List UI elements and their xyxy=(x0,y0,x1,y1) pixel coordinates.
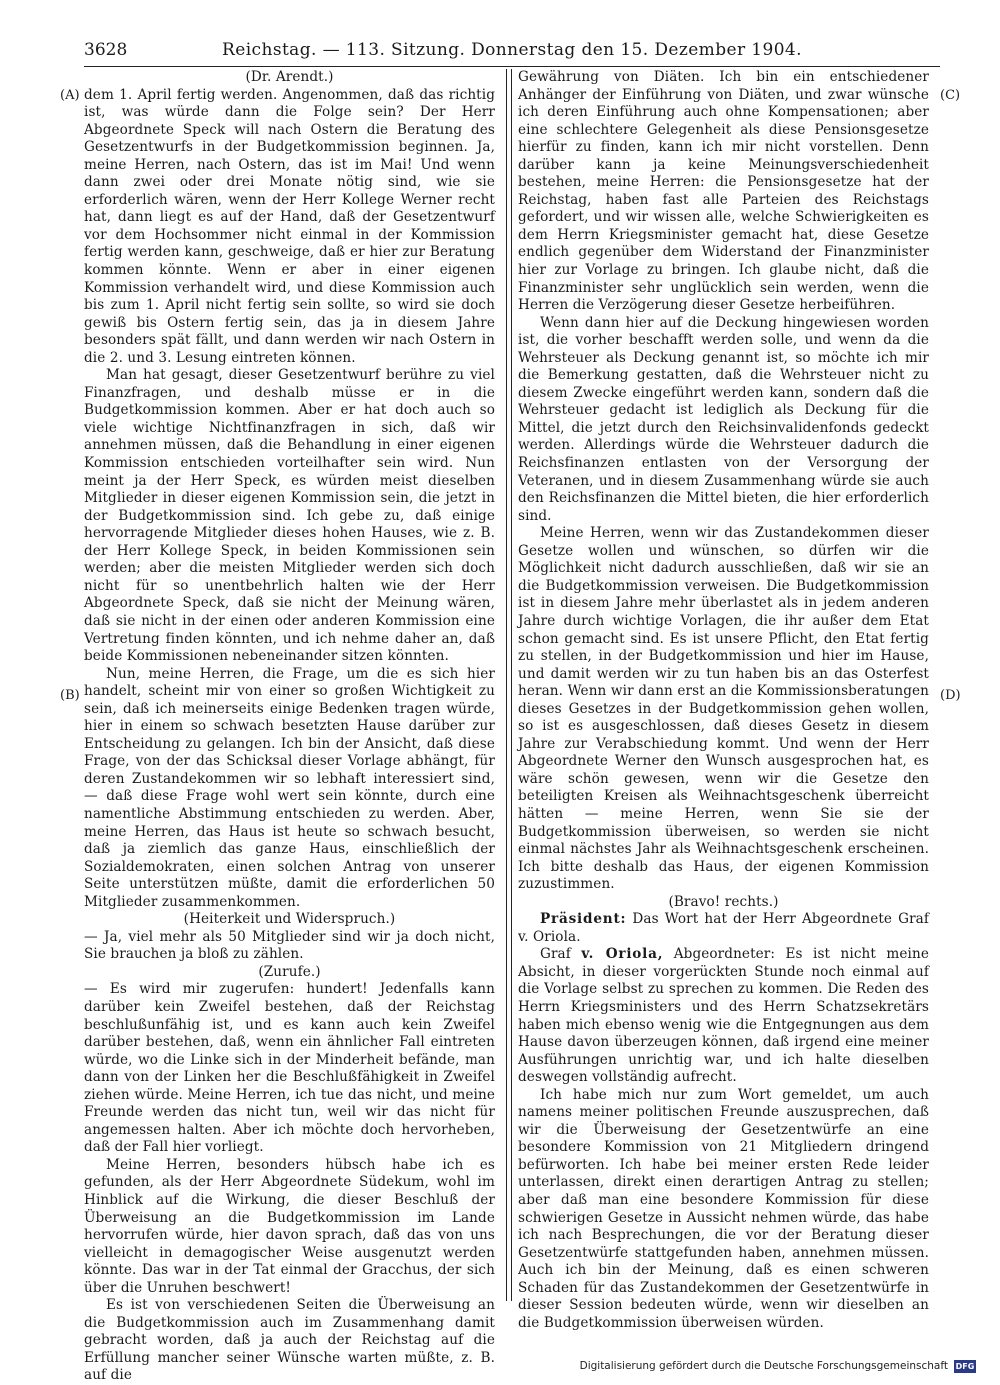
speaker-prefix: Graf xyxy=(540,946,582,963)
margin-marker-d: (D) xyxy=(940,688,961,703)
paragraph xyxy=(518,69,929,315)
paragraph-text: Abgeordneter: Es ist nicht meine Absicht, in dieser vorgerückten Stunde noch einmal auf die Vorlage selbst zu sprechen zu kommen. Die Reden des Herrn Kriegsministers und des Herrn Schatzsekretärs haben mich ebenso wenig wie die Entgegnungen aus dem Hause davon überzeugen können, daß irgend eine meiner Ausführungen unrichtig war, und ich halte dieselben deswegen vollständig aufrecht. xyxy=(518,946,929,1086)
left-column xyxy=(84,69,495,1385)
paragraph xyxy=(84,1297,495,1385)
page-header xyxy=(84,40,940,64)
page-number: 3628 xyxy=(84,40,128,60)
paragraph-text: dem 1. April fertig werden. Angenommen, daß das richtig ist, was würde dann die Folge sein? Der Herr Abgeordnete Speck will nach Ostern die Beratung des Gesetzentwurfs in der Budgetkommission beginnen. Ja, meine Herren, nach Ostern, das ist im Mai! Und wenn dann zwei oder drei Monate nötig sind, wie sie erforderlich wären, wenn der Herr Kollege Werner recht hat, dann liegt es auf der Hand, daß der Gesetzentwurf vor dem Hochsommer nicht einmal in der Kommission fertig werden kann, geschweige, daß er hier zur Beratung kommen könnte. Wenn er aber in einer eigenen Kommission verhandelt wird, und diese Kommission auch bis zum 1. April nicht fertig sein sollte, so wird sie doch gewiß bis Ostern fertig sein, das ja in diesem Jahre besonders spät fällt, und dann werden wir nach Ostern in die 2. und 3. Lesung eintreten können. xyxy=(84,86,495,366)
dfg-logo-icon: DFG xyxy=(955,1361,975,1371)
paragraph xyxy=(518,1087,929,1333)
paragraph-text: Gewährung von Diäten. Ich bin ein entschiedener Anhänger der Einführung von Diäten, und zwar wünsche ich deren Einführung auch ohne Kompensationen; aber eine schlechtere Gelegenheit als diese Pensionsgesetze hierfür zu finden, kann ich mir nicht vorstellen. Denn darüber kann ja keine Meinungsverschiedenheit bestehen, meine Herren: die Pensionsgesetze hat der Reichstag, haben fast alle Parteien des Reichstags gefordert, und wir wissen alle, welche Schwierigkeiten es dem Herrn Kriegsminister gemacht hat, diese Gesetze endlich gegenüber dem Widerstand der Finanzminister hier zur Vorlage zu bringen. Ich glaube nicht, daß die Finanzminister sehr unglücklich sein werden, wenn die Herren die Verzögerung dieser Gesetze herbeiführen. xyxy=(518,69,929,314)
paragraph-text: Man hat gesagt, dieser Gesetzentwurf berühre zu viel Finanzfragen, und deshalb müsse er in die Budgetkommission kommen. Aber er hat doch auch so viele wichtige Nichtfinanzfragen in sich, daß wir annehmen müssen, daß die Behandlung in einer eigenen Kommission entschieden vorteilhafter sein wird. Nun meint ja der Herr Speck, es würden meist dieselben Mitglieder in dieser eigenen Kommission sein, die jetzt in der Budgetkommission sind. Ich gebe zu, daß einige hervorragende Mitglieder dieses hohen Hauses, wie z. B. der Herr Kollege Speck, in beiden Kommissionen sein werden; aber die meisten Mitglieder werden sich doch nicht für so unentbehrlich halten wie der Herr Abgeordnete Speck, daß sie nicht der Meinung wären, daß sie nicht in der einen oder anderen Kommission eine Vertretung finden könnten, und ich nehme daher an, daß beide Kommissionen nebeneinander sitzen könnten. xyxy=(84,367,495,665)
paragraph xyxy=(84,929,495,964)
paragraph xyxy=(84,367,495,665)
paragraph-text: Meine Herren, wenn wir das Zustandekommen dieser Gesetze wollen und wünschen, so dürfen wir die Möglichkeit nicht dadurch ausschließen, daß wir sie an die Budgetkommission verweisen. Die Budgetkommission ist in diesem Jahre mehr überlastet als in jedem anderen Jahre durch wichtige Vorlagen, die ihr außer dem Etat schon gemacht sind. Es ist unsere Pflicht, den Etat fertig zu stellen, in der Budgetkommission und hier im Hause, und damit werden wir zu tun haben bis an das Osterfest heran. Wenn wir dann erst an die Kommissionsberatungen dieses Gesetzes in der Budgetkommission gehen wollen, so ist es ausgeschlossen, daß dieses Gesetz in diesem Jahre zur Verabschiedung kommt. Und wenn der Herr Abgeordnete Werner den Wunsch ausgesprochen hat, es wäre schön gewesen, wenn wir die Gesetze den beteiligten Kreisen als Weihnachtsgeschenk überreicht hätten — meine Herren, wenn Sie sie der Budgetkommission überweisen, so werden sie nicht einmal nächstes Jahr als Weihnachtsgeschenk erscheinen. Ich bitte deshalb das Haus, der eigenen Kommission zuzustimmen. xyxy=(518,525,929,893)
margin-marker-a: (A) xyxy=(60,88,80,103)
margin-marker-c: (C) xyxy=(940,88,961,103)
margin-marker-b: (B) xyxy=(60,688,80,703)
speaker-name: v. Oriola, xyxy=(581,946,664,963)
speaker-name: Präsident: xyxy=(540,911,627,928)
paragraph-text: — Es wird mir zugerufen: hundert! Jedenfalls kann darüber kein Zweifel bestehen, daß der Reichstag beschlußunfähig ist, und es kann auch kein Zweifel darüber bestehen, daß, wenn ein ähnlicher Fall eintreten würde, wo die Linke sich in der Minderheit befände, man dann von der Linken her die Beschlußfähigkeit in Zweifel ziehen würde. Meine Herren, ich tue das nicht, und meine Freunde werden das nicht tun, weil wir das nicht für angemessen halten. Aber ich möchte doch hervorheben, daß der Fall hier vorliegt. xyxy=(84,981,495,1156)
paragraph-text: Meine Herren, besonders hübsch habe ich es gefunden, als der Herr Abgeordnete Südekum, wohl im Hinblick auf die Wirkung, die dieser Beschluß der Überweisung an die Budgetkommission im Lande hervorrufen würde, hier davon sprach, daß das von uns vielleicht in demagogischer Weise ausgenutzt werden könnte. Das war in der Tat einmal der Gracchus, der sich über die Unruhen beschwert! xyxy=(84,1156,495,1296)
paragraph xyxy=(84,666,495,912)
paragraph xyxy=(84,911,495,929)
column-divider xyxy=(506,69,512,1301)
paragraph xyxy=(518,894,929,912)
paragraph xyxy=(518,315,929,526)
paragraph xyxy=(84,964,495,982)
paragraph xyxy=(518,525,929,893)
paragraph-text: (Zurufe.) xyxy=(258,963,321,980)
paragraph xyxy=(84,981,495,1156)
paragraph-text: (Bravo! rechts.) xyxy=(668,893,779,910)
paragraph-text: — Ja, viel mehr als 50 Mitglieder sind wir ja doch nicht, Sie brauchen ja bloß zu zählen. xyxy=(84,928,495,963)
paragraph-text: Nun, meine Herren, die Frage, um die es sich hier handelt, scheint mir von einer so großen Wichtigkeit zu sein, daß ich meinerseits einige Bedenken tragen würde, hier in einem so schwach besetzten Hause darüber zur Entscheidung zu gelangen. Ich bin der Ansicht, daß diese Frage, von der das Schicksal dieser Vorlage abhängt, für deren Zustandekommen wir so lebhaft interessiert sind, — daß diese Frage wohl wert sein könnte, durch eine namentliche Abstimmung entschieden zu werden. Aber, meine Herren, das Haus ist heute so schwach besucht, daß ja ziemlich das ganze Haus, einschließlich der Sozialdemokraten, einen solchen Antrag von unserer Seite unterstützen müßte, damit die erforderlichen 50 Mitglieder zusammenkommen. xyxy=(84,665,495,910)
paragraph-text: (Heiterkeit und Widerspruch.) xyxy=(183,911,396,928)
paragraph-text: Das Wort hat der Herr Abgeordnete Graf v. Oriola. xyxy=(518,911,930,945)
footer xyxy=(580,1357,976,1375)
paragraph-text: Es ist von verschiedenen Seiten die Überweisung an die Budgetkommission auch im Zusammenhang damit gebracht worden, daß ja auch der Reichstag auf die Erfüllung mancher seiner Wünsche warten müßte, z. B. auf die xyxy=(84,1297,495,1384)
paragraph xyxy=(518,911,929,946)
paragraph xyxy=(518,946,929,1086)
right-column xyxy=(518,69,929,1332)
paragraph xyxy=(84,87,495,368)
paragraph-text: Wenn dann hier auf die Deckung hingewiesen worden ist, die vorher beschafft werden solle, und wenn da die Wehrsteuer als Deckung genannt ist, so möchte ich mir die Bemerkung gestatten, daß die Wehrsteuer nicht zu diesem Zwecke eingeführt werden kann, sondern daß die Wehrsteuer gedacht ist lediglich als Deckung für die Mittel, die jetzt durch den Reichsinvalidenfonds gedeckt werden. Allerdings würde die Wehrsteuer dadurch die Reichsfinanzen entlasten von der Versorgung der Veteranen, und in diesem Zusammenhang würde sie auch den Reichsfinanzen die Mittel bieten, die hier erforderlich sind. xyxy=(518,314,929,524)
running-title: Reichstag. — 113. Sitzung. Donnerstag den 15. Dezember 1904. xyxy=(222,40,802,60)
paragraph xyxy=(84,69,495,87)
header-rule xyxy=(84,66,940,67)
footer-credit: Digitalisierung gefördert durch die Deutsche Forschungsgemeinschaft xyxy=(579,1360,948,1372)
paragraph-text: Ich habe mich nur zum Wort gemeldet, um auch namens meiner politischen Freunde auszusprechen, daß wir die Überweisung der Gesetzentwürfe an eine besondere Kommission von 21 Mitgliedern dringend befürworten. Ich habe bei meiner ersten Rede leider unterlassen, direkt einen derartigen Antrag zu stellen; aber daß man eine besondere Kommission für diese schwierigen Gesetze in Aussicht nehmen würde, das habe ich nach Besprechungen, die vor der Beratung dieser Gesetzentwürfe stattgefunden haben, annehmen müssen. Auch ich bin der Meinung, daß es einen schweren Schaden für das Zustandekommen der Gesetzentwürfe in dieser Session bedeuten würde, wenn wir dieselben an die Budgetkommission überweisen würden. xyxy=(518,1086,929,1331)
paragraph xyxy=(84,1157,495,1297)
paragraph-text: (Dr. Arendt.) xyxy=(245,69,334,85)
